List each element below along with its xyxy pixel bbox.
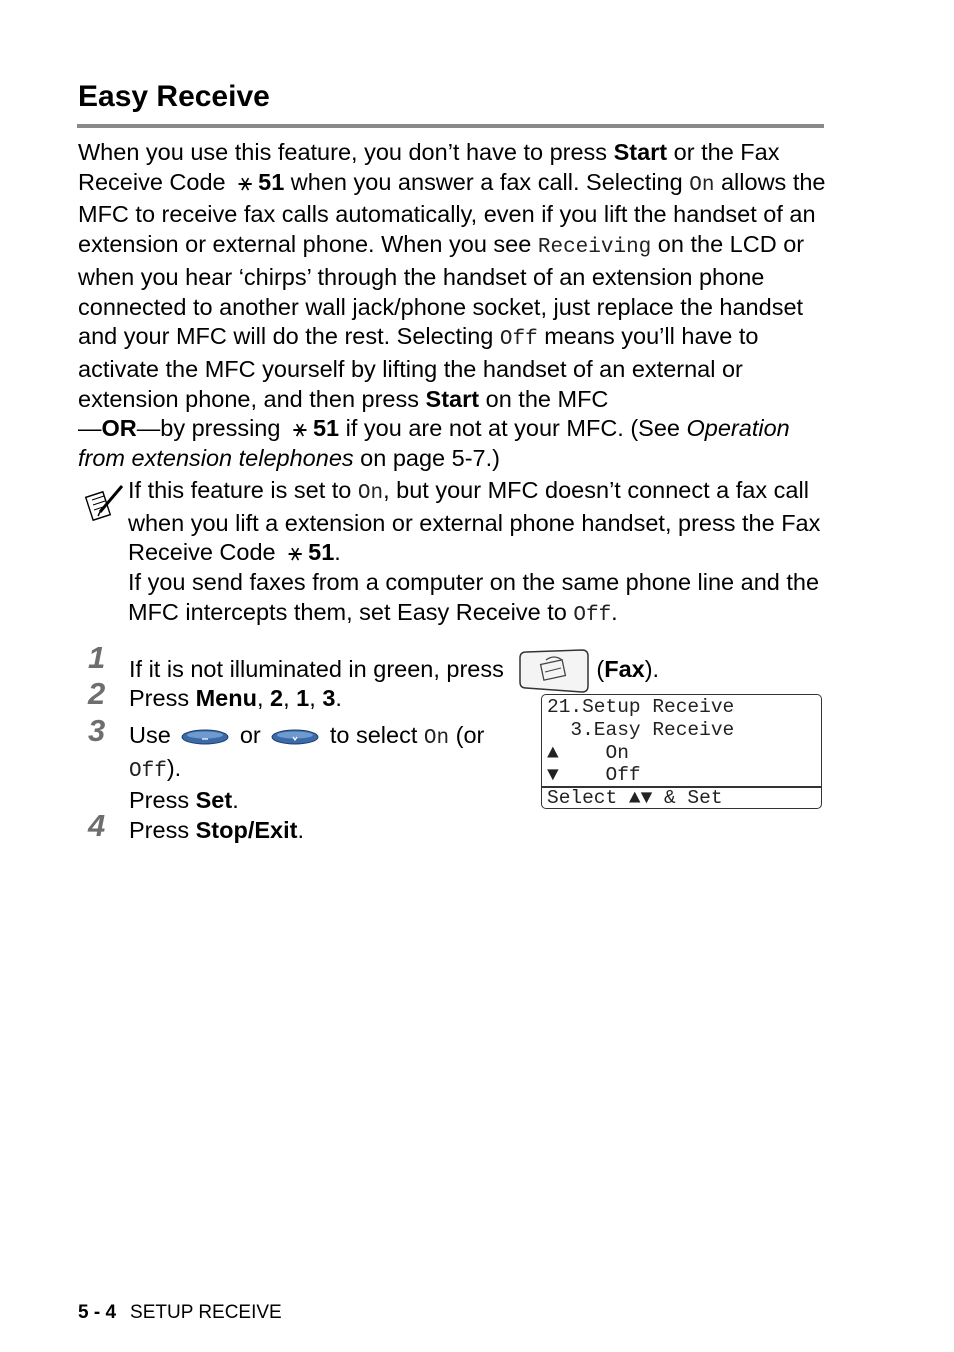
step-3-text: Use or to select On (or Off). Press Set. (129, 722, 485, 814)
note-text: If this feature is set to On, but your MFC doesn’t connect a fax call when you lift a extension or external phone handset, press the Fax Receive Code ⚹ 51. If you send faxes from a computer on the same phone line and the MFC intercepts them, set Easy Receive to Off. (128, 477, 821, 627)
intro-paragraph: When you use this feature, you don’t have to press Start or the Fax Receive Code ⚹ 51 when you answer a fax call. Selecting On allows the MFC to receive fax calls automatically, even if you lift the handset of an extension or external phone. When you see Receiving on the LCD or when you hear ‘chirps’ through the handset of an extension phone connected to another wall jack/phone socket, just replace the handset and your MFC will do the rest. Selecting Off means you’ll have to activate the MFC yourself by lifting the handset of an external or extension phone, and then press Start on the MFC —OR—by pressing ⚹ 51 if you are not at your MFC. (See Operation from extension telephones on page 5-7.) (78, 139, 826, 472)
step-number: 2 (88, 676, 106, 711)
lcd-line: 21.Setup Receive (547, 696, 735, 718)
step-number: 4 (88, 808, 106, 843)
step-number: 1 (88, 640, 106, 675)
star-key-icon: ⚹ (292, 415, 307, 442)
lcd-line: 3.Easy Receive (547, 719, 735, 741)
lcd-line: ▼ Off (547, 764, 641, 786)
step-number: 3 (88, 713, 106, 748)
page-title: Easy Receive (78, 80, 270, 113)
lcd-display (541, 694, 822, 809)
step-1-text: If it is not illuminated in green, press (Fax). (129, 648, 659, 694)
title-rule (77, 124, 824, 128)
step-4-text: Press Stop/Exit. (129, 817, 304, 843)
fax-key-icon (516, 648, 592, 694)
up-arrow-key-icon (181, 728, 229, 746)
note-pencil-icon (84, 482, 126, 524)
star-key-icon: ⚹ (238, 168, 253, 195)
section-name: SETUP RECEIVE (130, 1302, 282, 1323)
star-key-icon: ⚹ (288, 539, 303, 566)
step-2-text: Press Menu, 2, 1, 3. (129, 685, 342, 711)
page-number: 5 - 4 (78, 1302, 117, 1323)
down-arrow-key-icon (271, 728, 319, 746)
lcd-line: ▲ On (547, 742, 629, 764)
lcd-status-line: Select ▲▼ & Set (547, 787, 723, 809)
page-footer (78, 1302, 282, 1324)
